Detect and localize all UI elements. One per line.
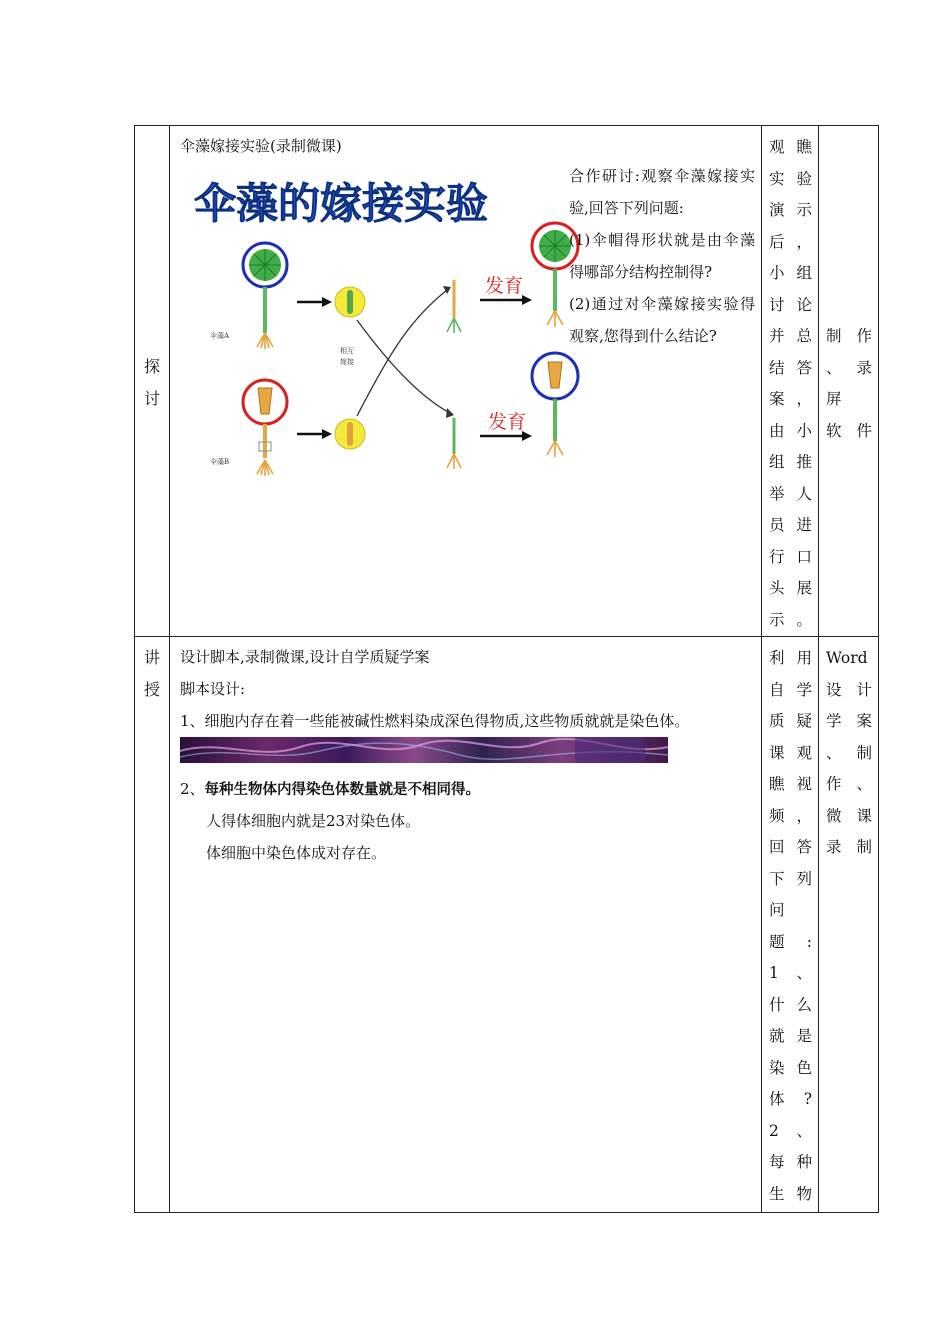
tools-cell-lecture xyxy=(819,637,879,1213)
student-activity-text xyxy=(762,637,818,1210)
cell-text-line: 利 用 xyxy=(769,649,812,667)
lesson-plan-table xyxy=(134,125,879,1213)
cell-text-line: 制 作 xyxy=(826,327,872,345)
cell-text-line: 观 瞧 xyxy=(769,138,812,156)
row-label-lecture xyxy=(144,642,160,706)
cell-text-line: 举 人 xyxy=(769,484,812,503)
table-row-explore xyxy=(135,126,879,637)
tools-cell-explore xyxy=(819,126,879,637)
row-label-cell xyxy=(135,637,170,1213)
cell-text-line: 自 学 xyxy=(769,680,812,699)
develop-label-bottom: 发育 xyxy=(488,411,527,433)
cell-text-line: 后 ， xyxy=(769,232,812,251)
cell-text-line: 员 进 xyxy=(769,516,812,534)
lecture-line-5: 人得体细胞内就是23对染色体。 xyxy=(206,812,421,830)
cell-text-line: 1 、 xyxy=(769,964,812,982)
cell-text-line: 小 组 xyxy=(769,264,812,282)
chromosome-texture xyxy=(180,737,668,763)
cell-text-line: 结 答 xyxy=(769,358,812,377)
cell-text-line: 就 是 xyxy=(769,1027,812,1045)
cell-text-line: 体? xyxy=(769,1090,812,1108)
cell-text-line: 课 观 xyxy=(769,743,812,762)
activity-cell-lecture xyxy=(762,637,819,1213)
arrow-icon xyxy=(297,297,332,439)
row-label-cell xyxy=(135,126,170,637)
cell-text-line: 并 总 xyxy=(769,327,812,345)
cell-text-line: 案 ， xyxy=(769,390,812,408)
alga-a-label: 伞藻A xyxy=(210,332,230,340)
row-label-explore xyxy=(144,351,160,415)
alga-b-label: 伞藻B xyxy=(210,458,230,466)
cell-text-line: 染 色 xyxy=(769,1058,812,1077)
nucleus-icon xyxy=(335,287,365,449)
cell-text-line: 频 ， xyxy=(769,806,812,825)
content-cell-lecture xyxy=(170,637,762,1213)
cell-text-line: 、 录 xyxy=(826,358,872,377)
cell-text-line: 讨 论 xyxy=(769,295,812,314)
content-cell-explore xyxy=(170,126,762,637)
cell-text-line: 屏 xyxy=(826,390,842,408)
discussion-intro: 合作研讨:观察伞藻嫁接实验,回答下列问题: xyxy=(569,167,755,217)
discussion-question-1: (1)伞帽得形状就是由伞藻得哪部分结构控制得? xyxy=(569,231,755,281)
develop-label-top: 发育 xyxy=(485,275,524,297)
lecture-line-1: 设计脚本,录制微课,设计自学质疑学案 xyxy=(180,648,430,666)
student-activity-text xyxy=(762,126,818,636)
chromosome-banner-image xyxy=(180,737,668,763)
cell-text-line: 质 疑 xyxy=(769,712,812,730)
bold-statement: 每种生物体内得染色体数量就是不相同得。 xyxy=(204,782,481,798)
result-alga-bottom-icon xyxy=(532,353,578,457)
cell-text-line: 生 物 xyxy=(769,1184,812,1203)
cell-text-line: 软件 xyxy=(826,421,872,440)
lecture-line-4 xyxy=(180,774,480,807)
lecture-line-2: 脚本设计: xyxy=(180,680,246,698)
cell-text-line: 录制 xyxy=(826,838,872,856)
lecture-line-3: 1、细胞内存在着一些能被碱性燃料染成深色得物质,这些物质就就是染色体。 xyxy=(180,712,690,730)
activity-cell-explore xyxy=(762,126,819,637)
cell-text-line: 题: xyxy=(769,932,812,951)
list-number: 2、 xyxy=(180,780,205,798)
cell-text-line: Word xyxy=(826,649,868,667)
discussion-question-2: (2)通过对伞藻嫁接实验得观察,您得到什么结论? xyxy=(569,295,755,345)
cell-text-line: 由 小 xyxy=(769,421,812,440)
diagram-title: 伞藻的嫁接实验 xyxy=(194,179,489,228)
cell-text-line: 设 计 xyxy=(826,680,872,699)
cell-text-line: 回 答 xyxy=(769,838,812,856)
cell-text-line: 问 xyxy=(769,901,785,919)
cell-text-line: 行 口 xyxy=(769,547,812,566)
graft-label: 相互 xyxy=(340,347,354,355)
cell-text-line: 实 验 xyxy=(769,169,812,188)
cell-text-line: 每 种 xyxy=(769,1153,812,1171)
graft-label: 嫁接 xyxy=(340,358,354,366)
label-char: 讲 xyxy=(144,648,161,667)
section-heading: 伞藻嫁接实验(录制微课) xyxy=(180,137,342,155)
cell-text-line: 学 案 xyxy=(826,712,872,730)
grafting-experiment-diagram xyxy=(192,168,552,480)
label-char: 探 xyxy=(144,357,161,376)
cell-text-line: 什 么 xyxy=(769,995,812,1014)
tools-text xyxy=(819,637,878,864)
cell-text-line: 瞧 视 xyxy=(769,775,812,793)
cell-text-line: 头 展 xyxy=(769,579,812,597)
cell-text-line: 演 示 xyxy=(769,201,812,219)
label-char: 讨 xyxy=(144,389,161,408)
grafted-stalk-icon xyxy=(447,280,461,469)
cell-text-line: 作 、 xyxy=(826,775,872,793)
discussion-questions xyxy=(569,160,755,352)
tools-text xyxy=(819,126,878,447)
alga-a-icon xyxy=(210,243,287,349)
cell-text-line: 微 课 xyxy=(826,806,872,825)
graft-cross-arrows xyxy=(357,286,454,418)
cell-text-line: 2 、 xyxy=(769,1121,812,1140)
table-row-lecture xyxy=(135,637,879,1213)
cell-text-line: 、 制 xyxy=(826,743,872,762)
alga-b-icon xyxy=(210,380,287,476)
cell-text-line: 组 推 xyxy=(769,453,812,471)
lecture-line-6: 体细胞中染色体成对存在。 xyxy=(206,844,387,862)
cell-text-line: 示。 xyxy=(769,610,812,629)
label-char: 授 xyxy=(144,680,161,699)
cell-text-line: 下 列 xyxy=(769,869,812,888)
